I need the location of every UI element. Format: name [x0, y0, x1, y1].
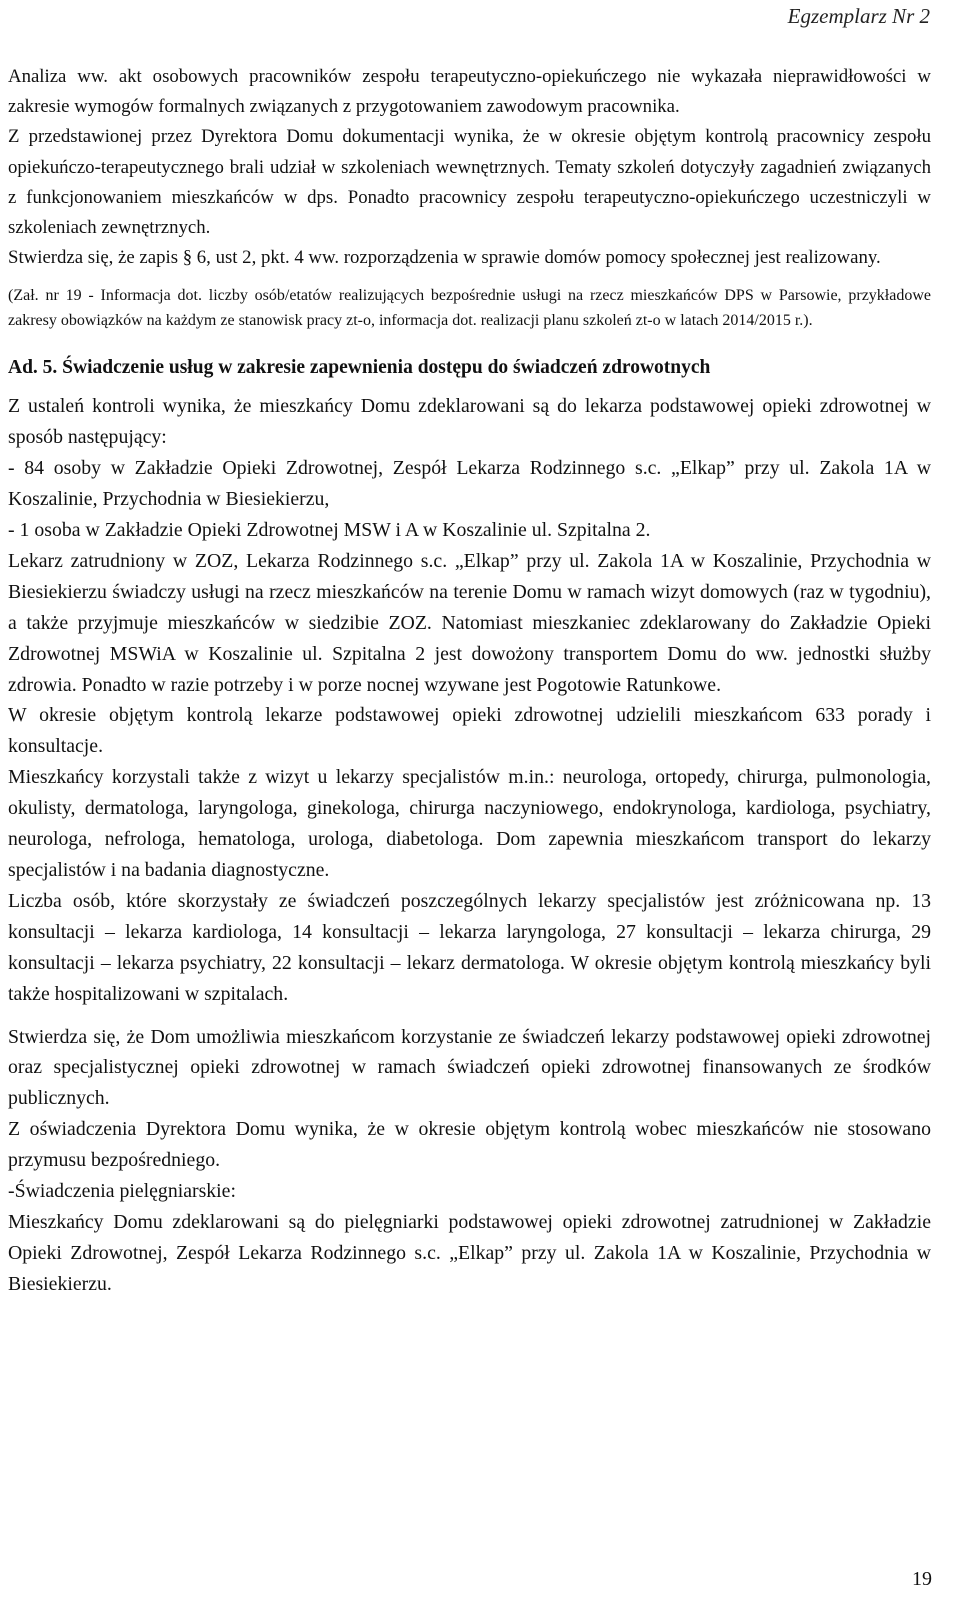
document-page — [8, 62, 931, 1300]
health-section — [8, 391, 931, 1009]
paragraph-personnel-analysis: Analiza ww. akt osobowych pracowników zespołu terapeutyczno-opiekuńczego nie wykazała nieprawidłowości w zakresie wymogów formalnych związanych z przygotowaniem zawodowym pracownika. — [8, 66, 931, 118]
list-item-1-person: - 1 osoba w Zakładzie Opieki Zdrowotnej MSW i A w Koszalinie ul. Szpitalna 2. — [8, 519, 651, 542]
paragraph-consultations-count: W okresie objętym kontrolą lekarze podstawowej opieki zdrowotnej udzielili mieszkańcom 633 porady i konsultacje. — [8, 704, 931, 758]
paragraph-gp-declaration: Z ustaleń kontroli wynika, że mieszkańcy Domu zdeklarowani są do lekarza podstawowej opieki zdrowotnej w sposób następujący: — [8, 395, 931, 449]
paragraph-specialist-stats: Liczba osób, które skorzystały ze świadczeń poszczególnych lekarzy specjalistów jest zróżnicowana np. 13 konsultacji – lekarza kardiologa, 14 konsultacji – lekarza laryngologa, 27 konsultacji – lekarza chirurga, 29 konsultacji – lekarza psychiatry, 22 konsultacji – lekarz dermatologa. W okresie objętym kontrolą mieszkańcy byli także hospitalizowani w szpitalach. — [8, 889, 931, 1005]
section-heading-health: Ad. 5. Świadczenie usług w zakresie zapewnienia dostępu do świadczeń zdrowotnych — [8, 357, 711, 379]
list-item-84-persons: - 84 osoby w Zakładzie Opieki Zdrowotnej, Zespół Lekarza Rodzinnego s.c. „Elkap” przy ul. Zakola 1A w Koszalinie, Przychodnia w Biesiekierzu, — [8, 457, 931, 511]
paragraph-regulation-compliance: Stwierdza się, że zapis § 6, ust 2, pkt. 4 ww. rozporządzenia w sprawie domów pomocy społecznej jest realizowany. — [8, 247, 881, 269]
page-number: 19 — [912, 1568, 932, 1590]
paragraph-conclusion-access: Stwierdza się, że Dom umożliwia mieszkańcom korzystanie ze świadczeń lekarzy podstawowej opieki zdrowotnej oraz specjalistycznej opieki zdrowotnej w ramach świadczeń opieki zdrowotnej finansowanych ze środków publicznych. — [8, 1025, 931, 1110]
paragraph-doctor-services: Lekarz zatrudniony w ZOZ, Lekarza Rodzinnego s.c. „Elkap” przy ul. Zakola 1A w Koszalinie, Przychodnia w Biesiekierzu świadczy usługi na rzecz mieszkańców na terenie Domu w ramach wizyt domowych (raz w tygodniu), a także przyjmuje mieszkańców w siedzibie ZOZ. Natomiast mieszkaniec zdeklarowany do Zakładzie Opieki Zdrowotnej MSWiA w Koszalinie ul. Szpitalna 2 jest dowożony transportem Domu do ww. jednostki służby zdrowia. Ponadto w razie potrzeby i w porze nocnej wzywane jest Pogotowie Ratunkowe. — [8, 549, 931, 696]
health-conclusions — [8, 1022, 931, 1300]
paragraph-specialists: Mieszkańcy korzystali także z wizyt u lekarzy specjalistów m.in.: neurologa, ortopedy, chirurga, pulmonologia, okulisty, dermatologa, laryngologa, ginekologa, chirurga naczyniowego, endokrynologa, kardiologa, psychiatry, neurologa, nefrologa, hematologa, urologa, diabetologa. Dom zapewnia mieszkańcom transport do lekarzy specjalistów i na badania diagnostyczne. — [8, 766, 931, 882]
personnel-section — [8, 62, 931, 273]
paragraph-nursing-label: -Świadczenia pielęgniarskie: — [8, 1180, 236, 1203]
copy-number-header: Egzemplarz Nr 2 — [787, 4, 930, 28]
paragraph-nursing-declaration: Mieszkańcy Domu zdeklarowani są do pielęgniarki podstawowej opieki zdrowotnej zatrudnionej w Zakładzie Opieki Zdrowotnej, Zespół Lekarza Rodzinnego s.c. „Elkap” przy ul. Zakola 1A w Koszalinie, Przychodnia w Biesiekierzu. — [8, 1210, 931, 1295]
paragraph-no-coercion: Z oświadczenia Dyrektora Domu wynika, że w okresie objętym kontrolą wobec mieszkańców nie stosowano przymusu bezpośredniego. — [8, 1118, 931, 1172]
paragraph-training: Z przedstawionej przez Dyrektora Domu dokumentacji wynika, że w okresie objętym kontrolą pracownicy zespołu opiekuńczo-terapeutycznego brali udział w szkoleniach wewnętrznych. Tematy szkoleń dotyczyły zagadnień związanych z funkcjonowaniem mieszkańców w dps. Ponadto pracownicy zespołu terapeutyczno-opiekuńczego uczestniczyli w szkoleniach zewnętrznych. — [8, 126, 931, 239]
attachment-note: (Zał. nr 19 - Informacja dot. liczby osób/etatów realizujących bezpośrednie usługi na rzecz mieszkańców DPS w Parsowie, przykładowe zakresy obowiązków na każdym ze stanowisk pracy zt-o, informacja dot. realizacji planu szkoleń zt-o w latach 2014/2015 r.). — [8, 287, 931, 329]
